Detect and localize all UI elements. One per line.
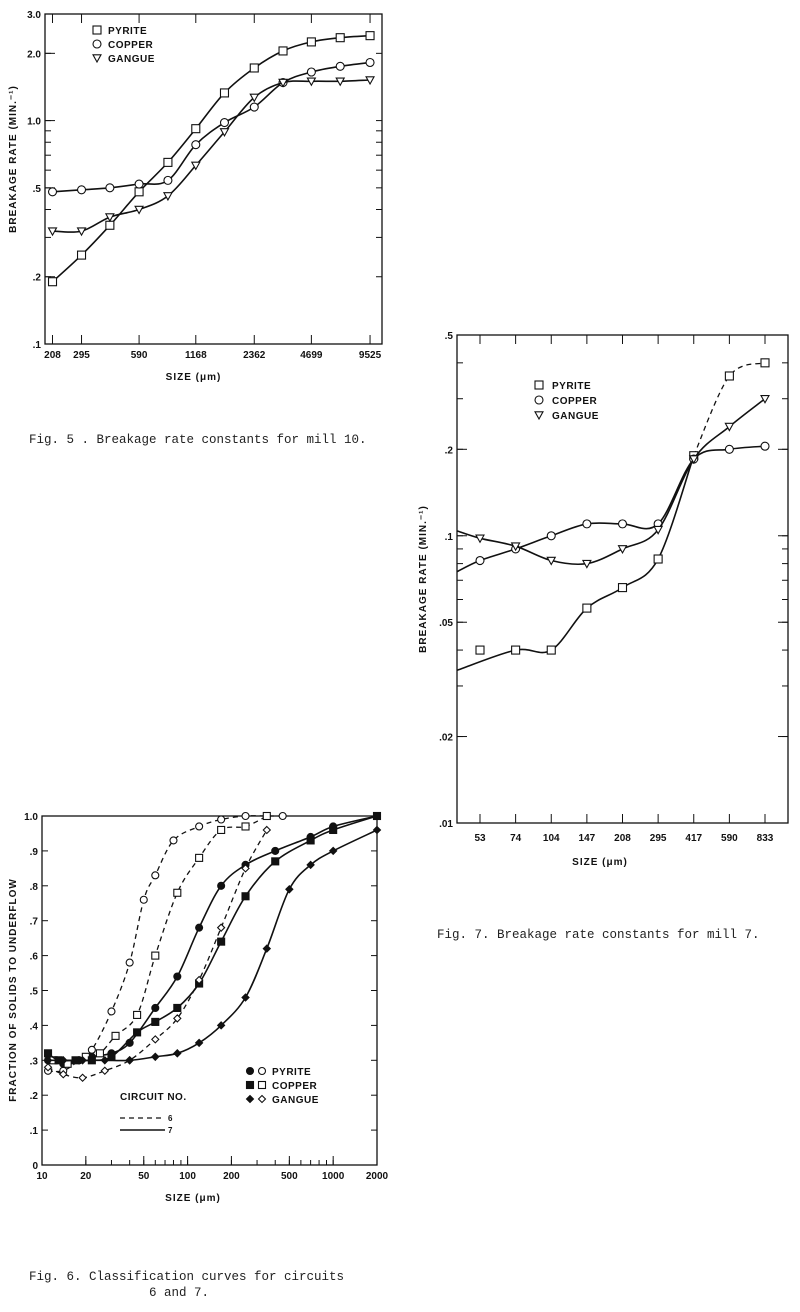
fig6-point-copper-circuit-6 (96, 1050, 103, 1057)
fig6-legend-circuit-label: 6 (168, 1114, 173, 1123)
fig5-point-pyrite (135, 188, 143, 196)
chart-fig6 (0, 790, 400, 1210)
fig6-point-copper-circuit-6 (263, 813, 270, 820)
fig7-point-pyrite (476, 646, 484, 654)
fig6-x-tick-label: 100 (179, 1171, 196, 1182)
fig7-point-gangue (619, 546, 627, 553)
fig5-point-copper (220, 119, 228, 127)
fig6-point-copper-circuit-7 (272, 858, 279, 865)
chart-fig7 (400, 320, 800, 880)
fig7-legend-marker-copper (535, 396, 543, 404)
fig7-point-pyrite (654, 555, 662, 563)
fig7-y-tick-label: .2 (444, 445, 453, 457)
fig5-legend-marker-gangue (93, 55, 101, 62)
fig7-point-copper (476, 557, 484, 565)
fig5-legend-label: COPPER (108, 40, 154, 51)
fig6-y-tick-label: .7 (29, 916, 38, 928)
fig5-point-pyrite (279, 47, 287, 55)
fig5-y-tick-label: 3.0 (27, 10, 41, 21)
figure-6 (0, 790, 400, 1210)
fig5-point-pyrite (336, 34, 344, 42)
fig6-point-gangue-circuit-7 (174, 1050, 181, 1057)
fig7-point-copper (583, 520, 591, 528)
fig6-legend-title: CIRCUIT NO. (120, 1092, 187, 1103)
fig7-x-tick-label: 417 (685, 833, 703, 844)
fig6-y-tick-label: .3 (29, 1056, 38, 1068)
fig7-x-tick-label: 104 (542, 833, 560, 844)
fig7-x-tick-label: 590 (721, 833, 738, 844)
fig7-point-copper (725, 445, 733, 453)
fig6-y-tick-label: 0 (32, 1161, 38, 1172)
fig7-y-tick-label: .01 (439, 819, 453, 830)
fig6-caption-line2: 6 and 7. (149, 1286, 210, 1300)
chart-fig5 (0, 0, 400, 400)
fig6-point-pyrite-circuit-6 (88, 1046, 95, 1053)
fig6-point-gangue-circuit-7 (263, 945, 270, 952)
fig5-legend-marker-pyrite (93, 26, 101, 34)
fig6-x-tick-label: 2000 (365, 1171, 389, 1182)
fig5-curve-pyrite (53, 36, 371, 282)
fig5-point-copper (307, 68, 315, 76)
fig5-point-pyrite (192, 125, 200, 133)
fig6-point-pyrite-circuit-7 (272, 847, 279, 854)
fig5-y-tick-label: 1.0 (27, 116, 41, 128)
fig6-point-gangue-circuit-7 (101, 1057, 108, 1064)
figure-5 (0, 0, 400, 400)
fig6-x-tick-label: 20 (80, 1171, 92, 1182)
fig6-point-gangue-circuit-7 (152, 1053, 159, 1060)
fig6-point-copper-circuit-6 (152, 952, 159, 959)
fig6-legend-label: PYRITE (272, 1067, 312, 1078)
fig5-x-tick-label: 1168 (184, 350, 207, 361)
fig5-x-axis-label: SIZE (μm) (165, 372, 222, 383)
fig6-x-tick-label: 500 (281, 1171, 298, 1182)
fig6-y-tick-label: .6 (29, 951, 38, 963)
fig7-y-tick-label: .02 (439, 732, 453, 744)
fig6-legend-label: GANGUE (272, 1095, 319, 1106)
fig7-y-axis-label: BREAKAGE RATE (MIN.⁻¹) (418, 505, 429, 653)
fig6-x-axis-label: SIZE (μm) (165, 1193, 221, 1204)
fig6-point-gangue-circuit-6 (79, 1074, 86, 1081)
fig5-x-tick-label: 295 (73, 350, 90, 361)
fig5-y-tick-label: .2 (32, 272, 41, 284)
fig7-y-tick-label: .05 (439, 618, 453, 630)
fig5-point-pyrite (106, 221, 114, 229)
fig7-x-tick-label: 295 (649, 833, 667, 844)
fig5-point-pyrite (78, 251, 86, 259)
fig5-curve-gangue (53, 80, 371, 232)
fig7-curve-gangue (457, 399, 765, 565)
fig6-point-gangue-circuit-6 (263, 826, 270, 833)
fig6-legend-marker-open-copper (259, 1082, 266, 1089)
fig5-point-copper (78, 186, 86, 194)
fig7-point-copper (619, 520, 627, 528)
fig6-legend-marker-filled-pyrite (247, 1068, 254, 1075)
fig6-legend-marker-filled-gangue (247, 1096, 254, 1103)
figure-7 (400, 320, 800, 880)
fig6-y-tick-label: 1.0 (24, 812, 38, 823)
fig5-point-copper (366, 58, 374, 66)
fig5-point-pyrite (220, 89, 228, 97)
fig6-point-pyrite-circuit-6 (279, 813, 286, 820)
fig5-point-copper (164, 176, 172, 184)
fig7-legend-label: COPPER (552, 396, 598, 407)
fig5-legend-label: PYRITE (108, 26, 148, 37)
fig6-point-copper-circuit-7 (242, 893, 249, 900)
fig6-point-gangue-circuit-7 (286, 886, 293, 893)
fig6-point-pyrite-circuit-7 (196, 924, 203, 931)
fig5-x-tick-label: 590 (130, 350, 148, 361)
fig6-legend-marker-open-gangue (259, 1096, 266, 1103)
fig5-point-pyrite (49, 278, 57, 286)
fig5-y-axis-label: BREAKAGE RATE (MIN.⁻¹) (8, 85, 19, 233)
fig6-curve-copper-circuit-7 (48, 816, 377, 1061)
fig6-point-copper-circuit-7 (374, 813, 381, 820)
fig7-point-pyrite (619, 584, 627, 592)
fig7-x-tick-label: 53 (474, 833, 486, 844)
fig7-point-pyrite (583, 604, 591, 612)
fig6-x-tick-label: 50 (138, 1171, 150, 1182)
fig6-point-gangue-circuit-7 (126, 1057, 133, 1064)
fig7-point-pyrite (761, 359, 769, 367)
fig6-x-tick-label: 1000 (322, 1171, 345, 1182)
fig6-point-pyrite-circuit-7 (218, 882, 225, 889)
fig6-x-tick-label: 200 (223, 1171, 240, 1182)
fig6-point-pyrite-circuit-6 (218, 816, 225, 823)
fig6-legend-label: COPPER (272, 1081, 318, 1092)
fig7-caption: Fig. 7. Breakage rate constants for mill 7. (437, 928, 760, 942)
fig6-curve-pyrite-circuit-6 (48, 816, 283, 1072)
fig5-point-pyrite (366, 32, 374, 40)
fig6-x-tick-label: 10 (36, 1171, 48, 1182)
fig7-legend-label: GANGUE (552, 411, 599, 422)
fig6-plot-frame (42, 816, 377, 1165)
fig5-point-copper (135, 180, 143, 188)
fig6-point-gangue-circuit-6 (218, 924, 225, 931)
fig5-legend-marker-copper (93, 40, 101, 48)
fig6-caption (29, 1269, 344, 1301)
fig7-point-pyrite (725, 372, 733, 380)
fig5-x-tick-label: 9525 (358, 350, 382, 361)
fig5-caption: Fig. 5 . Breakage rate constants for mill 10. (29, 433, 367, 447)
fig7-point-pyrite (547, 646, 555, 654)
fig6-point-gangue-circuit-6 (152, 1036, 159, 1043)
fig5-point-pyrite (250, 64, 258, 72)
fig6-point-copper-circuit-7 (218, 938, 225, 945)
fig6-point-copper-circuit-7 (45, 1050, 52, 1057)
fig6-point-copper-circuit-7 (330, 826, 337, 833)
fig6-curve-gangue-circuit-7 (48, 830, 377, 1061)
fig7-y-tick-label: .5 (444, 331, 453, 342)
fig6-point-copper-circuit-7 (108, 1053, 115, 1060)
fig6-point-pyrite-circuit-6 (170, 837, 177, 844)
fig6-curve-copper-circuit-6 (54, 816, 267, 1064)
fig6-y-tick-label: .4 (29, 1021, 38, 1033)
fig5-point-pyrite (164, 158, 172, 166)
fig5-x-tick-label: 4699 (300, 350, 323, 361)
fig7-curve-copper (457, 446, 765, 572)
fig7-x-tick-label: 74 (510, 833, 522, 844)
fig7-legend-label: PYRITE (552, 381, 592, 392)
fig5-point-copper (49, 188, 57, 196)
fig5-point-copper (336, 62, 344, 70)
fig6-point-gangue-circuit-7 (330, 847, 337, 854)
fig6-point-copper-circuit-7 (174, 1004, 181, 1011)
fig5-point-copper (192, 141, 200, 149)
fig7-x-axis-label: SIZE (μm) (572, 857, 628, 868)
fig6-point-pyrite-circuit-6 (108, 1008, 115, 1015)
fig5-legend-label: GANGUE (108, 54, 155, 65)
fig6-point-copper-circuit-6 (112, 1032, 119, 1039)
fig5-y-tick-label: 2.0 (27, 49, 41, 61)
fig6-y-tick-label: .2 (29, 1091, 38, 1103)
fig6-point-gangue-circuit-6 (101, 1067, 108, 1074)
fig5-y-tick-label: .5 (32, 183, 41, 195)
fig5-plot-frame (45, 14, 382, 344)
fig7-plot-frame (457, 335, 788, 823)
fig6-point-pyrite-circuit-6 (196, 823, 203, 830)
fig7-x-tick-label: 147 (578, 833, 596, 844)
fig6-point-pyrite-circuit-6 (126, 959, 133, 966)
fig7-legend-marker-pyrite (535, 381, 543, 389)
fig6-legend-circuit-label: 7 (168, 1126, 173, 1135)
fig6-point-copper-circuit-6 (242, 823, 249, 830)
fig6-point-copper-circuit-6 (196, 854, 203, 861)
fig7-point-pyrite (512, 646, 520, 654)
fig5-point-copper (250, 103, 258, 111)
fig6-point-pyrite-circuit-7 (152, 1004, 159, 1011)
fig6-point-copper-circuit-7 (307, 837, 314, 844)
fig6-point-pyrite-circuit-7 (174, 973, 181, 980)
fig6-y-tick-label: .9 (29, 846, 38, 858)
fig6-point-pyrite-circuit-6 (152, 872, 159, 879)
fig5-point-copper (106, 184, 114, 192)
fig6-legend-marker-open-pyrite (259, 1068, 266, 1075)
fig6-point-copper-circuit-7 (152, 1018, 159, 1025)
fig6-point-pyrite-circuit-6 (140, 896, 147, 903)
fig6-y-tick-label: .1 (29, 1126, 38, 1138)
fig5-x-tick-label: 208 (44, 350, 61, 361)
fig6-y-tick-label: .8 (29, 881, 38, 893)
fig6-point-copper-circuit-7 (134, 1029, 141, 1036)
fig7-y-tick-label: .1 (444, 531, 453, 543)
fig5-point-pyrite (307, 38, 315, 46)
fig5-y-tick-label: .1 (32, 340, 41, 351)
fig6-caption-line1: Fig. 6. Classification curves for circuits (29, 1270, 345, 1284)
fig6-y-tick-label: .5 (29, 986, 38, 998)
fig5-x-tick-label: 2362 (243, 350, 266, 361)
fig6-point-copper-circuit-6 (134, 1011, 141, 1018)
fig7-x-tick-label: 208 (614, 833, 631, 844)
fig7-point-copper (761, 442, 769, 450)
fig6-point-gangue-circuit-7 (374, 826, 381, 833)
fig6-point-copper-circuit-6 (218, 826, 225, 833)
fig6-y-axis-label: FRACTION OF SOLIDS TO UNDERFLOW (8, 878, 19, 1102)
fig7-point-copper (547, 532, 555, 540)
fig7-legend-marker-gangue (535, 412, 543, 419)
fig6-legend-marker-filled-copper (247, 1082, 254, 1089)
fig7-x-tick-label: 833 (756, 833, 774, 844)
fig6-point-copper-circuit-6 (174, 889, 181, 896)
fig6-point-pyrite-circuit-6 (242, 813, 249, 820)
